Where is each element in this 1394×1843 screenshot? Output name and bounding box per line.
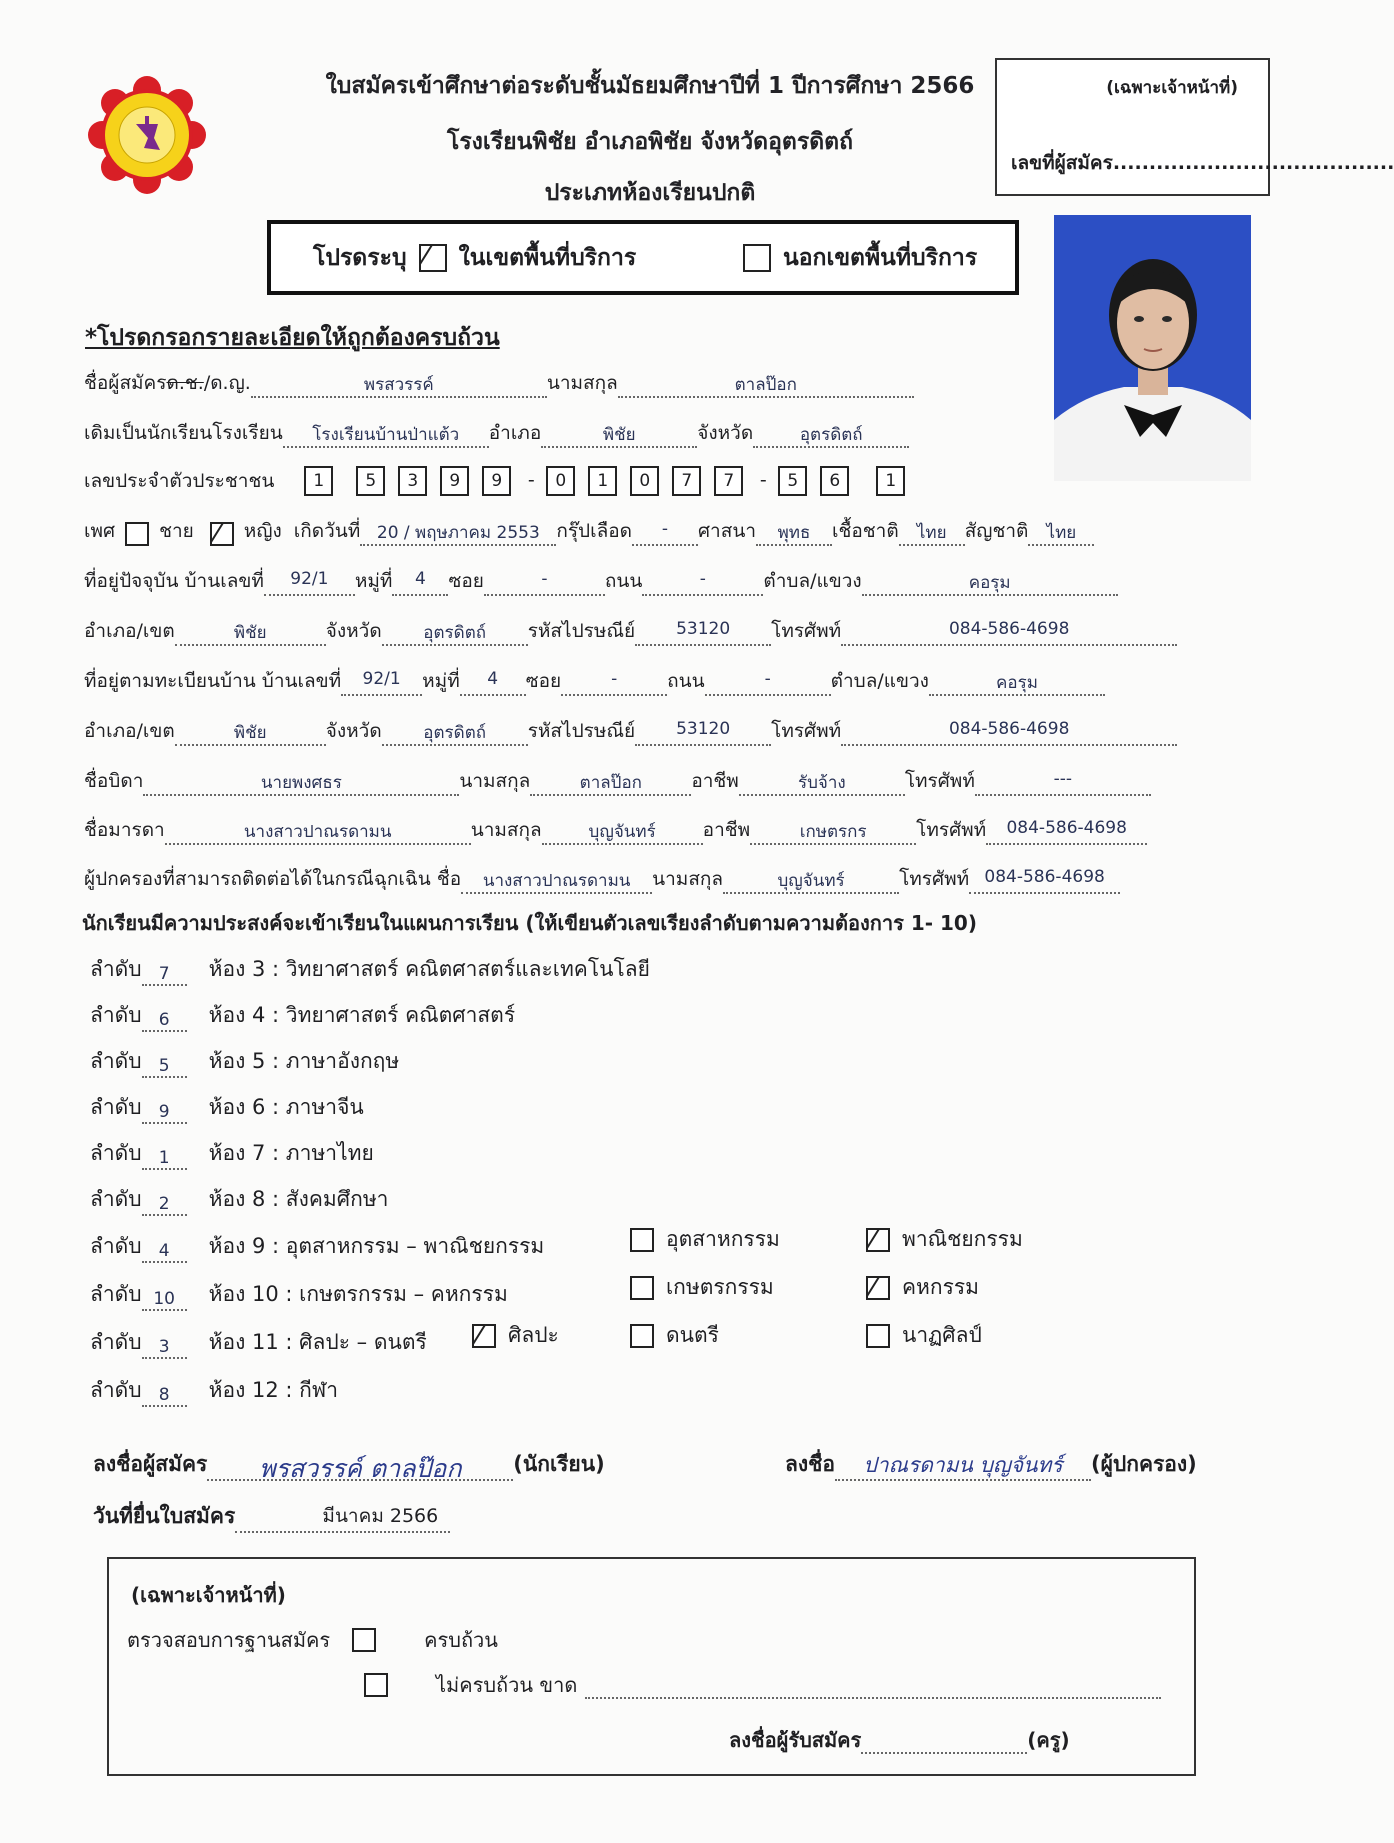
study-plan-item — [90, 1374, 338, 1407]
office-use-title: (เฉพาะเจ้าหน้าที่) — [1106, 78, 1238, 98]
rank-label: ลำดับ — [90, 1234, 142, 1258]
mother-name-field[interactable]: นางสาวปาณรดามน — [165, 818, 471, 845]
id-digit-box[interactable]: 1 — [304, 466, 333, 496]
id-digit-box[interactable]: 9 — [482, 466, 511, 496]
form-title: ใบสมัครเข้าศึกษาต่อระดับชั้นมัธยมศึกษาปีที่ 1 ปีการศึกษา 2566 — [325, 73, 975, 99]
registered-road-field[interactable]: - — [705, 669, 831, 696]
prefix-boy-struck: ด.ช. — [166, 372, 204, 394]
rank-field[interactable]: 6 — [142, 1010, 187, 1032]
mother-phone-field[interactable]: 084-586-4698 — [986, 818, 1147, 845]
rank-field[interactable]: 9 — [142, 1102, 187, 1124]
rank-field[interactable]: 5 — [142, 1056, 187, 1078]
id-digit-box[interactable]: 5 — [778, 466, 807, 496]
rank-field[interactable]: 7 — [142, 964, 187, 986]
current-tambon-field[interactable]: คอรุม — [862, 569, 1118, 596]
religion-field[interactable]: พุทธ — [756, 519, 832, 546]
registered-province-field[interactable]: อุตรดิตถ์ — [382, 719, 528, 746]
current-address-row: ที่อยู่ปัจจุบัน บ้านเลขที่ 92/1 หมู่ที่ 4 ซอย - ถนน - ตำบล/แขวง คอรุม — [84, 566, 1266, 596]
room11-opt-music[interactable]: ดนตรี — [630, 1319, 719, 1352]
instruction-note: *โปรดกรอกรายละเอียดให้ถูกต้องครบถ้วน — [85, 325, 500, 351]
current-house-no-field[interactable]: 92/1 — [264, 569, 355, 596]
guardian-phone-field[interactable]: 084-586-4698 — [969, 867, 1120, 894]
receiver-signature-field[interactable] — [861, 1727, 1027, 1754]
room-label: ห้อง 8 : สังคมศึกษา — [208, 1187, 389, 1211]
mother-job-field[interactable]: เกษตรกร — [750, 818, 916, 845]
id-digit-box[interactable]: 6 — [820, 466, 849, 496]
room11-opt-dance[interactable]: นาฏศิลป์ — [866, 1319, 982, 1352]
room9-opt-commerce[interactable]: พาณิชยกรรม — [866, 1223, 1023, 1256]
study-plan-item — [90, 953, 650, 986]
room10-opt-agriculture[interactable]: เกษตรกรรม — [630, 1271, 774, 1304]
study-plan-item — [90, 1230, 544, 1263]
id-separator: - — [527, 469, 535, 491]
incomplete-checkbox[interactable] — [364, 1673, 388, 1697]
current-phone-field[interactable]: 084-586-4698 — [841, 619, 1177, 646]
registered-soi-field[interactable]: - — [561, 669, 667, 696]
id-digit-box[interactable]: 1 — [588, 466, 617, 496]
registered-postcode-field[interactable]: 53120 — [635, 719, 771, 746]
room11-opt-art[interactable]: ศิลปะ — [472, 1319, 559, 1352]
room-label: ห้อง 7 : ภาษาไทย — [208, 1141, 374, 1165]
blood-type-field[interactable]: - — [632, 519, 698, 546]
study-plan-item — [90, 1045, 399, 1078]
male-checkbox[interactable] — [125, 522, 149, 546]
room-label: ห้อง 12 : กีฬา — [208, 1378, 339, 1402]
missing-documents-field[interactable] — [585, 1672, 1161, 1699]
submission-date-field[interactable]: มีนาคม 2566 — [235, 1501, 450, 1533]
study-plan-title: นักเรียนมีความประสงค์จะเข้าเรียนในแผนการเรียน (ให้เขียนตัวเลขเรียงลำดับตามความต้องการ 1- 10) — [82, 911, 977, 935]
birth-date-field[interactable]: 20 / พฤษภาคม 2553 — [360, 519, 556, 546]
study-plan-item — [90, 1137, 374, 1170]
document-check-label: ตรวจสอบการฐานสมัคร — [127, 1628, 331, 1652]
school-name: โรงเรียนพิชัย อำเภอพิชัย จังหวัดอุตรดิตถ์ — [446, 129, 854, 155]
guardian-signature[interactable]: ปาณรดามน บุญจันทร์ — [835, 1449, 1091, 1481]
room-label: ห้อง 5 : ภาษาอังกฤษ — [208, 1049, 400, 1073]
staff-box-title: (เฉพาะเจ้าหน้าที่) — [131, 1583, 286, 1607]
room-label: ห้อง 11 : ศิลปะ – ดนตรี — [208, 1330, 427, 1354]
rank-label: ลำดับ — [90, 1187, 142, 1211]
national-id-row: เลขประจำตัวประชาชน 1 5 3 9 9 - 0 1 0 7 7 - 5 6 1 — [84, 466, 1266, 496]
mother-surname-field[interactable]: บุญจันทร์ — [542, 818, 703, 845]
father-phone-field[interactable]: --- — [975, 769, 1151, 796]
father-job-field[interactable]: รับจ้าง — [739, 769, 905, 796]
rank-label: ลำดับ — [90, 1049, 142, 1073]
service-area-box — [267, 220, 1019, 295]
applicant-name-row: ชื่อผู้สมัคร ด.ช. /ด.ญ. พรสวรรค์ นามสกุล ตาลป๊อก — [84, 368, 1266, 398]
submission-date-row: วันที่ยื่นใบสมัคร มีนาคม 2566 — [93, 1500, 450, 1533]
registered-tambon-field[interactable]: คอรุม — [929, 669, 1105, 696]
rank-label: ลำดับ — [90, 1330, 142, 1354]
rank-field[interactable]: 1 — [142, 1148, 187, 1170]
current-soi-field[interactable]: - — [484, 569, 605, 596]
complete-label: ครบถ้วน — [424, 1628, 498, 1652]
incomplete-label: ไม่ครบถ้วน ขาด — [436, 1673, 578, 1697]
id-digit-box[interactable]: 5 — [356, 466, 385, 496]
study-plan-item — [90, 1278, 508, 1311]
rank-field[interactable]: 4 — [142, 1241, 187, 1263]
id-digit-box[interactable]: 7 — [714, 466, 743, 496]
study-plan-item — [90, 1183, 388, 1216]
rank-field[interactable]: 2 — [142, 1194, 187, 1216]
female-checkbox[interactable] — [210, 522, 234, 546]
receiver-role: (ครู) — [1027, 1728, 1070, 1752]
id-digit-box[interactable]: 0 — [546, 466, 575, 496]
room10-opt-home-economics[interactable]: คหกรรม — [866, 1271, 979, 1304]
room-label: ห้อง 9 : อุตสาหกรรม – พาณิชยกรรม — [208, 1234, 545, 1258]
receiver-label: ลงชื่อผู้รับสมัคร — [729, 1728, 862, 1752]
id-digit-box[interactable]: 0 — [630, 466, 659, 496]
registered-address-row: ที่อยู่ตามทะเบียนบ้าน บ้านเลขที่ 92/1 หมู่ที่ 4 ซอย - ถนน - ตำบล/แขวง คอรุม — [84, 666, 1266, 696]
current-address-row-2: อำเภอ/เขต พิชัย จังหวัด อุตรดิตถ์ รหัสไปรษณีย์ 53120 โทรศัพท์ 084-586-4698 — [84, 616, 1266, 646]
room-label: ห้อง 3 : วิทยาศาสตร์ คณิตศาสตร์และเทคโนโลยี — [208, 957, 650, 981]
guardian-name-field[interactable]: นางสาวปาณรดามน — [461, 867, 652, 894]
study-plan-item — [90, 1326, 427, 1359]
rank-label: ลำดับ — [90, 957, 142, 981]
inside-service-area-label: ในเขตพื้นที่บริการ — [458, 245, 637, 271]
previous-school-field[interactable]: โรงเรียนบ้านป่าแต้ว — [283, 421, 489, 448]
previous-province-field[interactable]: อุตรดิตถ์ — [753, 421, 909, 448]
previous-school-row: เดิมเป็นนักเรียนโรงเรียน โรงเรียนบ้านป่าแต้ว อำเภอ พิชัย จังหวัด อุตรดิตถ์ — [84, 418, 1266, 448]
outside-service-area-checkbox[interactable] — [743, 244, 771, 272]
current-moo-field[interactable]: 4 — [392, 569, 448, 596]
guardian-surname-field[interactable]: บุญจันทร์ — [723, 867, 899, 894]
id-digit-box[interactable]: 9 — [440, 466, 469, 496]
applicant-number-field[interactable]: เลขที่ผู้สมัคร....................................... — [1011, 152, 1394, 174]
classroom-type: ประเภทห้องเรียนปกติ — [544, 180, 756, 206]
registered-address-row-2: อำเภอ/เขต พิชัย จังหวัด อุตรดิตถ์ รหัสไปรษณีย์ 53120 โทรศัพท์ 084-586-4698 — [84, 716, 1266, 746]
father-surname-field[interactable]: ตาลป๊อก — [530, 769, 691, 796]
father-name-field[interactable]: นายพงศธร — [143, 769, 459, 796]
registered-house-no-field[interactable]: 92/1 — [341, 669, 422, 696]
rank-field[interactable]: 8 — [142, 1385, 187, 1407]
previous-district-field[interactable]: พิชัย — [541, 421, 697, 448]
id-digit-box[interactable]: 1 — [876, 466, 905, 496]
guardian-row: ผู้ปกครองที่สามารถติดต่อได้ในกรณีฉุกเฉิน ชื่อ นางสาวปาณรดามน นามสกุล บุญจันทร์ โทรศัพท์ 084-586-4698 — [84, 864, 1266, 894]
surname-field[interactable]: ตาลป๊อก — [618, 371, 914, 398]
school-seal — [88, 76, 206, 194]
mother-row: ชื่อมารดา นางสาวปาณรดามน นามสกุล บุญจันทร์ อาชีพ เกษตรกร โทรศัพท์ 084-586-4698 — [84, 815, 1266, 845]
id-digit-box[interactable]: 3 — [398, 466, 427, 496]
room-label: ห้อง 4 : วิทยาศาสตร์ คณิตศาสตร์ — [208, 1003, 516, 1027]
father-row: ชื่อบิดา นายพงศธร นามสกุล ตาลป๊อก อาชีพ รับจ้าง โทรศัพท์ --- — [84, 766, 1266, 796]
study-plan-item — [90, 1091, 364, 1124]
applicant-signature[interactable]: พรสวรรค์ ตาลป๊อก — [207, 1449, 513, 1481]
first-name-field[interactable]: พรสวรรค์ — [251, 371, 547, 398]
rank-field[interactable]: 10 — [142, 1289, 187, 1311]
room9-opt-industry[interactable]: อุตสาหกรรม — [630, 1223, 780, 1256]
registered-phone-field[interactable]: 084-586-4698 — [841, 719, 1177, 746]
study-plan-item — [90, 999, 515, 1032]
service-area-prompt: โปรดระบุ — [313, 245, 407, 271]
staff-verification-box — [107, 1557, 1196, 1776]
rank-field[interactable]: 3 — [142, 1337, 187, 1359]
rank-label: ลำดับ — [90, 1141, 142, 1165]
id-separator: - — [759, 469, 767, 491]
current-road-field[interactable]: - — [642, 569, 763, 596]
applicant-signature-row: ลงชื่อผู้สมัคร พรสวรรค์ ตาลป๊อก (นักเรียน) — [93, 1448, 605, 1481]
registered-moo-field[interactable]: 4 — [460, 669, 526, 696]
current-postcode-field[interactable]: 53120 — [635, 619, 771, 646]
registered-amphoe-field[interactable]: พิชัย — [175, 719, 326, 746]
inside-service-area-checkbox[interactable] — [419, 244, 447, 272]
rank-label: ลำดับ — [90, 1378, 142, 1402]
room-label: ห้อง 10 : เกษตรกรรม – คหกรรม — [208, 1282, 508, 1306]
office-use-box — [995, 58, 1394, 196]
current-amphoe-field[interactable]: พิชัย — [175, 619, 326, 646]
outside-service-area-label: นอกเขตพื้นที่บริการ — [783, 245, 978, 271]
rank-label: ลำดับ — [90, 1282, 142, 1306]
nationality-field[interactable]: ไทย — [1028, 519, 1094, 546]
national-id-boxes[interactable] — [304, 466, 918, 496]
rank-label: ลำดับ — [90, 1003, 142, 1027]
complete-checkbox[interactable] — [352, 1628, 376, 1652]
guardian-signature-row: ลงชื่อ ปาณรดามน บุญจันทร์ (ผู้ปกครอง) — [785, 1448, 1197, 1481]
personal-info-row: เพศ ชาย หญิง เกิดวันที่ 20 / พฤษภาคม 2553 กรุ๊ปเลือด - ศาสนา พุทธ เชื้อชาติ ไทย สัญชาติ ไทย — [84, 516, 1266, 546]
id-digit-box[interactable]: 7 — [672, 466, 701, 496]
rank-label: ลำดับ — [90, 1095, 142, 1119]
room-label: ห้อง 6 : ภาษาจีน — [208, 1095, 364, 1119]
race-field[interactable]: ไทย — [899, 519, 965, 546]
current-province-field[interactable]: อุตรดิตถ์ — [382, 619, 528, 646]
